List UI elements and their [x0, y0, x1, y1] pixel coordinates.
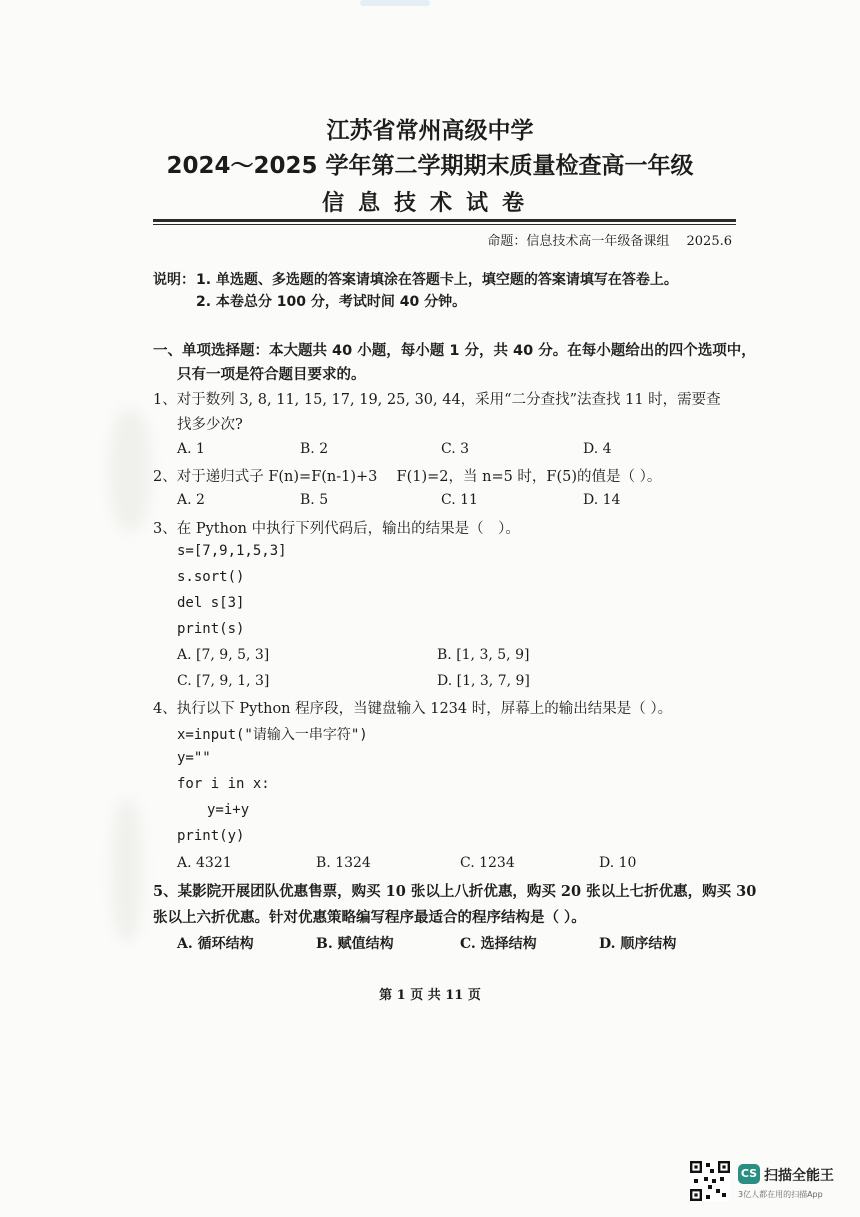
scan-smudge	[112, 800, 142, 940]
instruction-item-2: 2. 本卷总分 100 分，考试时间 40 分钟。	[196, 294, 467, 310]
code-line: x=input("请输入一串字符")	[177, 727, 368, 743]
question-5-stem: 5、某影院开展团队优惠售票，购买 10 张以上八折优惠，购买 20 张以上七折优惠，购买 30	[153, 883, 757, 900]
question-1-option-a: A. 1	[177, 441, 205, 457]
code-line: s.sort()	[177, 569, 245, 585]
code-line: print(s)	[177, 621, 245, 637]
question-3-stem: 3、在 Python 中执行下列代码后，输出的结果是（ ）。	[153, 521, 520, 537]
code-line: y=i+y	[207, 802, 250, 818]
question-2-option-c: C. 11	[441, 492, 478, 508]
question-5-option-b: B. 赋值结构	[316, 936, 394, 952]
question-2-option-b: B. 5	[300, 492, 329, 508]
question-2-stem: 2、对于递归式子 F(n)=F(n-1)+3 F(1)=2，当 n=5 时，F(5)的值是（ ）。	[153, 469, 662, 485]
question-4-option-b: B. 1324	[316, 855, 371, 871]
exam-title: 2024～2025 学年第二学期期末质量检查高一年级	[166, 153, 694, 179]
question-1-stem: 1、对于数列 3, 8, 11, 15, 17, 19, 25, 30, 44，采用“二分查找”法查找 11 时，需要查	[153, 392, 721, 408]
code-line: s=[7,9,1,5,3]	[177, 543, 287, 559]
question-5-option-d: D. 顺序结构	[599, 936, 677, 952]
code-line: print(y)	[177, 828, 245, 844]
question-3-option-d: D. [1, 3, 7, 9]	[437, 673, 530, 689]
section-heading-cont: 只有一项是符合题目要求的。	[177, 367, 366, 383]
question-3-option-a: A. [7, 9, 5, 3]	[177, 647, 270, 663]
instructions-lead: 说明：	[153, 272, 195, 288]
code-line: y=""	[177, 750, 211, 766]
code-line: del s[3]	[177, 595, 245, 611]
camscanner-logo-icon: CS	[738, 1164, 760, 1184]
question-3-option-b: B. [1, 3, 5, 9]	[437, 647, 530, 663]
question-4-option-a: A. 4321	[177, 855, 232, 871]
question-1-stem-cont: 找多少次?	[177, 417, 243, 433]
scanner-tagline: 3亿人都在用的扫描App	[738, 1190, 823, 1199]
school-title: 江苏省常州高级中学	[326, 118, 534, 144]
byline: 命题：信息技术高一年级备课组 2025.6	[487, 234, 732, 249]
question-1-option-b: B. 2	[300, 441, 329, 457]
question-5-stem-cont: 张以上六折优惠。针对优惠策略编写程序最适合的程序结构是（ ）。	[153, 909, 586, 926]
question-3-option-c: C. [7, 9, 1, 3]	[177, 673, 270, 689]
header-rule	[153, 219, 736, 222]
scan-artifact	[360, 0, 430, 6]
instruction-item-1: 1. 单选题、多选题的答案请填涂在答题卡上，填空题的答案请填写在答卷上。	[196, 272, 678, 288]
question-4-stem: 4、执行以下 Python 程序段，当键盘输入 1234 时，屏幕上的输出结果是（ ）。	[153, 701, 673, 717]
question-1-option-c: C. 3	[441, 441, 470, 457]
scan-smudge	[110, 410, 150, 530]
section-heading: 一、单项选择题：本大题共 40 小题，每小题 1 分，共 40 分。在每小题给出的四个选项中，	[153, 343, 756, 359]
subject-title: 信息技术试卷	[321, 190, 538, 216]
qr-code-icon	[690, 1161, 730, 1201]
code-line: for i in x:	[177, 776, 270, 792]
question-4-option-d: D. 10	[599, 855, 637, 871]
question-2-option-a: A. 2	[177, 492, 205, 508]
question-4-option-c: C. 1234	[460, 855, 515, 871]
question-2-option-d: D. 14	[583, 492, 621, 508]
page-number: 第 1 页 共 11 页	[379, 988, 481, 1003]
question-5-option-a: A. 循环结构	[177, 936, 254, 952]
question-5-option-c: C. 选择结构	[460, 936, 537, 952]
header-rule-thin	[153, 224, 736, 225]
question-1-option-d: D. 4	[583, 441, 612, 457]
scanner-app-name: 扫描全能王	[764, 1168, 834, 1184]
